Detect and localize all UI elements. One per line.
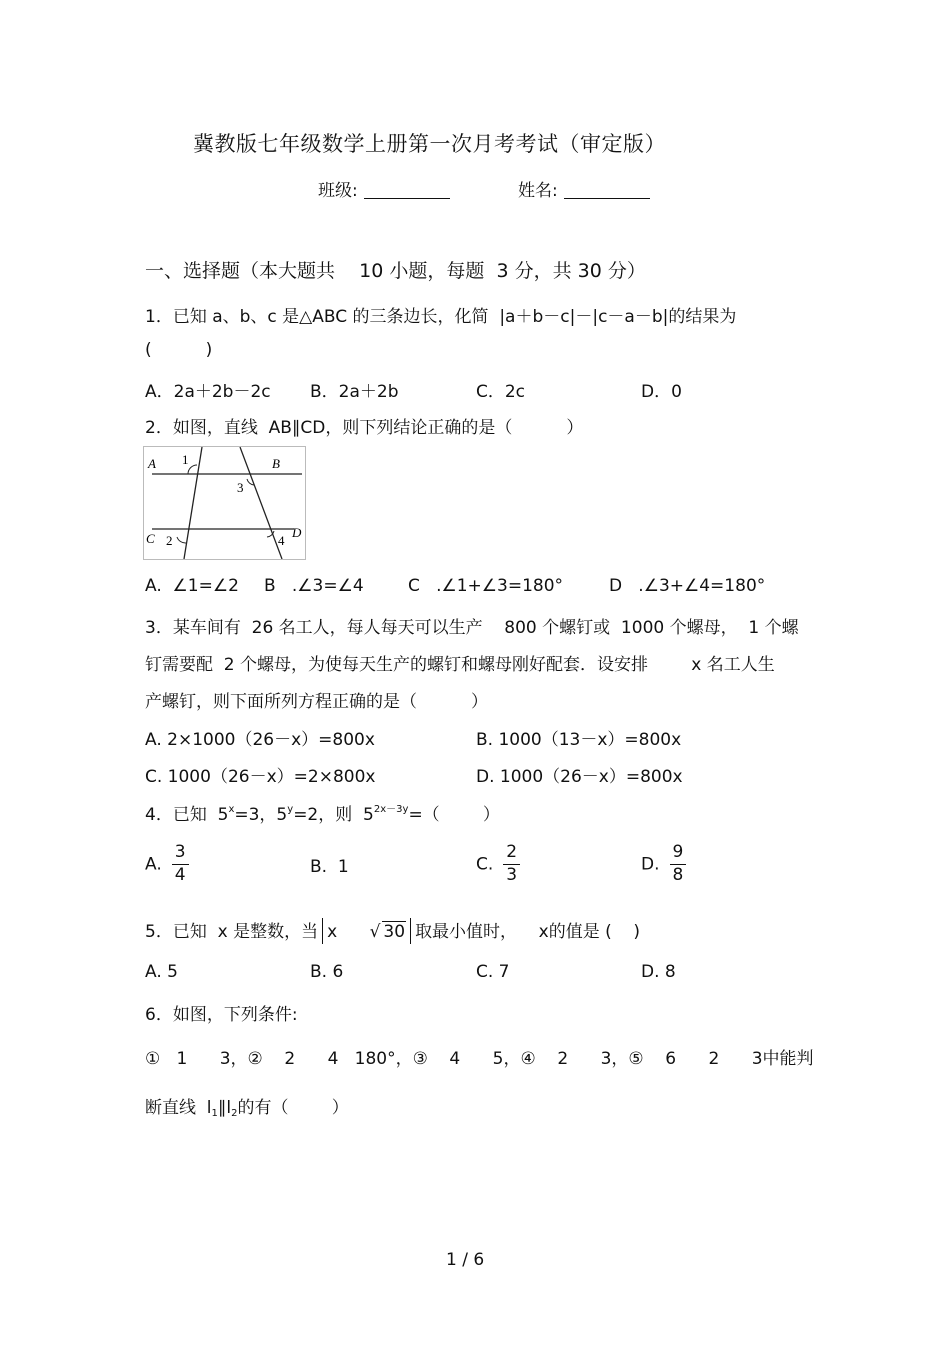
page-number: 1 / 6 <box>446 1250 485 1270</box>
q2-option-c: C .∠1+∠3=180° <box>408 576 564 596</box>
page-title: 冀教版七年级数学上册第一次月考考试（审定版） <box>193 132 666 156</box>
question-6-conditions: ① 1 3，② 2 4 180°，③ 4 5，④ 2 3，⑤ 6 2 3中能判 <box>145 1049 814 1069</box>
q1-option-b: B．2a＋2b <box>310 382 399 402</box>
question-6-line-3: 断直线 $l_1\parallel l_2$的有（ ） <box>145 1098 349 1119</box>
q4-option-a: A. $\frac{3}{4}$ <box>145 844 189 885</box>
label-a: A <box>148 456 156 471</box>
parallel-lines-figure <box>143 446 306 560</box>
class-label: 班级: <box>318 181 358 201</box>
angle-1-arc <box>188 465 197 474</box>
question-1-paren: ( ) <box>145 340 213 360</box>
question-2-stem: 2．如图，直线 AB∥CD，则下列结论正确的是（ ） <box>145 418 584 438</box>
q1-option-c: C．2c <box>476 382 526 402</box>
name-label: 姓名: <box>518 181 558 201</box>
q4-option-b: B. 1 <box>310 857 349 877</box>
q5-option-a: A. 5 <box>145 962 178 982</box>
q2-option-a: A. ∠1=∠2 <box>145 576 239 596</box>
angle-2-arc <box>177 537 186 543</box>
q2-option-d: D .∠3+∠4=180° <box>609 576 766 596</box>
q5-option-d: D. 8 <box>641 962 676 982</box>
parallel-lines-diagram <box>144 447 305 559</box>
q1-option-a: A．2a＋2b－2c <box>145 382 271 402</box>
q3-option-b: B. 1000（13－x）=800x <box>476 730 682 750</box>
question-1-stem: 1．已知 a、b、c 是△ABC 的三条边长，化简 |a＋b－c|－|c－a－b|的结果为 <box>145 307 737 327</box>
question-4-stem: 4．已知 $5^x=3$，$5^y=2$，则 $5^{2x-3y}=$（ ） <box>145 804 500 825</box>
question-5-stem: 5．已知 x 是整数，当 x √ 30 取最小值时， x的值是 ( ) <box>145 917 640 944</box>
name-blank[interactable] <box>564 180 650 199</box>
class-blank[interactable] <box>364 180 450 199</box>
label-4: 4 <box>278 533 285 548</box>
q4-option-d: D. $\frac{9}{8}$ <box>641 844 686 885</box>
question-3-line-1: 3．某车间有 26 名工人，每人每天可以生产 800 个螺钉或 1000 个螺母， 1 个螺 <box>145 618 799 638</box>
name-field <box>518 176 650 201</box>
label-1: 1 <box>182 452 189 467</box>
label-d: D <box>292 525 302 540</box>
q5-option-b: B. 6 <box>310 962 344 982</box>
section-heading: 一、选择题（本大题共 10 小题，每题 3 分，共 30 分） <box>145 260 646 282</box>
label-c: C <box>146 531 155 546</box>
label-2: 2 <box>166 533 173 548</box>
q5-option-c: C. 7 <box>476 962 510 982</box>
class-field <box>318 176 450 201</box>
label-3: 3 <box>237 480 244 495</box>
question-6-stem: 6．如图，下列条件: <box>145 1005 298 1025</box>
q1-option-d: D．0 <box>641 382 682 402</box>
question-3-line-3: 产螺钉，则下面所列方程正确的是（ ） <box>145 692 489 712</box>
q4-option-c: C. $\frac{2}{3}$ <box>476 844 520 885</box>
q3-option-c: C. 1000（26－x）=2×800x <box>145 767 376 787</box>
question-3-line-2: 钉需要配 2 个螺母，为使每天生产的螺钉和螺母刚好配套．设安排 x 名工人生 <box>145 655 775 675</box>
q3-option-d: D. 1000（26－x）=800x <box>476 767 683 787</box>
label-b: B <box>272 456 280 471</box>
q2-option-b: B .∠3=∠4 <box>264 576 364 596</box>
q3-option-a: A. 2×1000（26－x）=800x <box>145 730 375 750</box>
